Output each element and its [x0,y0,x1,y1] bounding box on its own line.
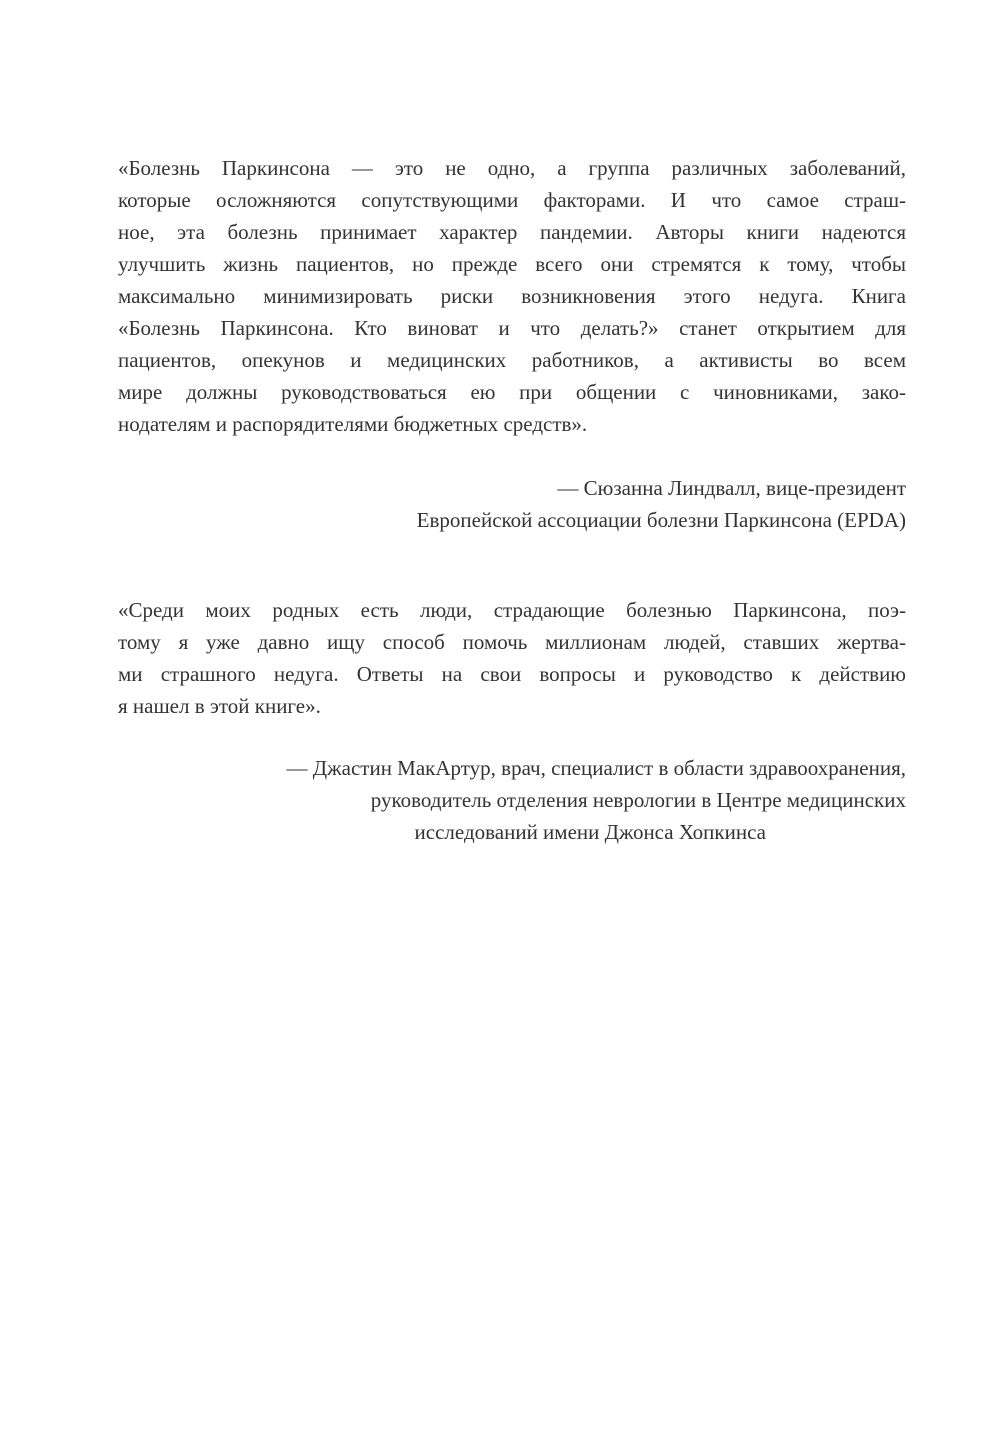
attribution-macarthur [118,752,906,848]
attribution-lindvall [118,472,906,536]
quote-line: ное, эта болезнь принимает характер пандемии. Авторы книги надеются [118,220,906,244]
quote-line: ми страшного недуга. Ответы на свои вопросы и руководство к действию [118,662,906,686]
quote-line: «Болезнь Паркинсона — это не одно, а группа различных заболеваний, [118,156,906,180]
quote-line: улучшить жизнь пациентов, но прежде всего они стремятся к тому, чтобы [118,252,906,276]
attribution-line: руководитель отделения неврологии в Центре медицинских [370,788,906,812]
quote-line: нодателям и распорядителями бюджетных средств». [118,412,588,436]
quote-line: «Болезнь Паркинсона. Кто виноват и что делать?» станет открытием для [118,316,906,340]
quote-line: которые осложняются сопутствующими факторами. И что самое страш- [118,188,906,212]
quote-line: я нашел в этой книге». [118,694,321,718]
attribution-line: исследований имени Джонса Хопкинса [414,820,766,844]
quote-line: мире должны руководствоваться ею при общении с чиновниками, зако- [118,380,906,404]
quote-line: пациентов, опекунов и медицинских работников, а активисты во всем [118,348,906,372]
attribution-line: — Сюзанна Линдвалл, вице-президент [557,476,906,500]
quote-paragraph-2 [118,594,906,722]
attribution-line: Европейской ассоциации болезни Паркинсона (EPDA) [416,508,906,532]
quote-line: максимально минимизировать риски возникновения этого недуга. Книга [118,284,906,308]
quote-line: «Среди моих родных есть люди, страдающие болезнью Паркинсона, поэ- [118,598,906,622]
quote-paragraph-1 [118,152,906,440]
quote-line: тому я уже давно ищу способ помочь миллионам людей, ставших жертва- [118,630,906,654]
attribution-line: — Джастин МакАртур, врач, специалист в области здравоохранения, [286,756,906,780]
